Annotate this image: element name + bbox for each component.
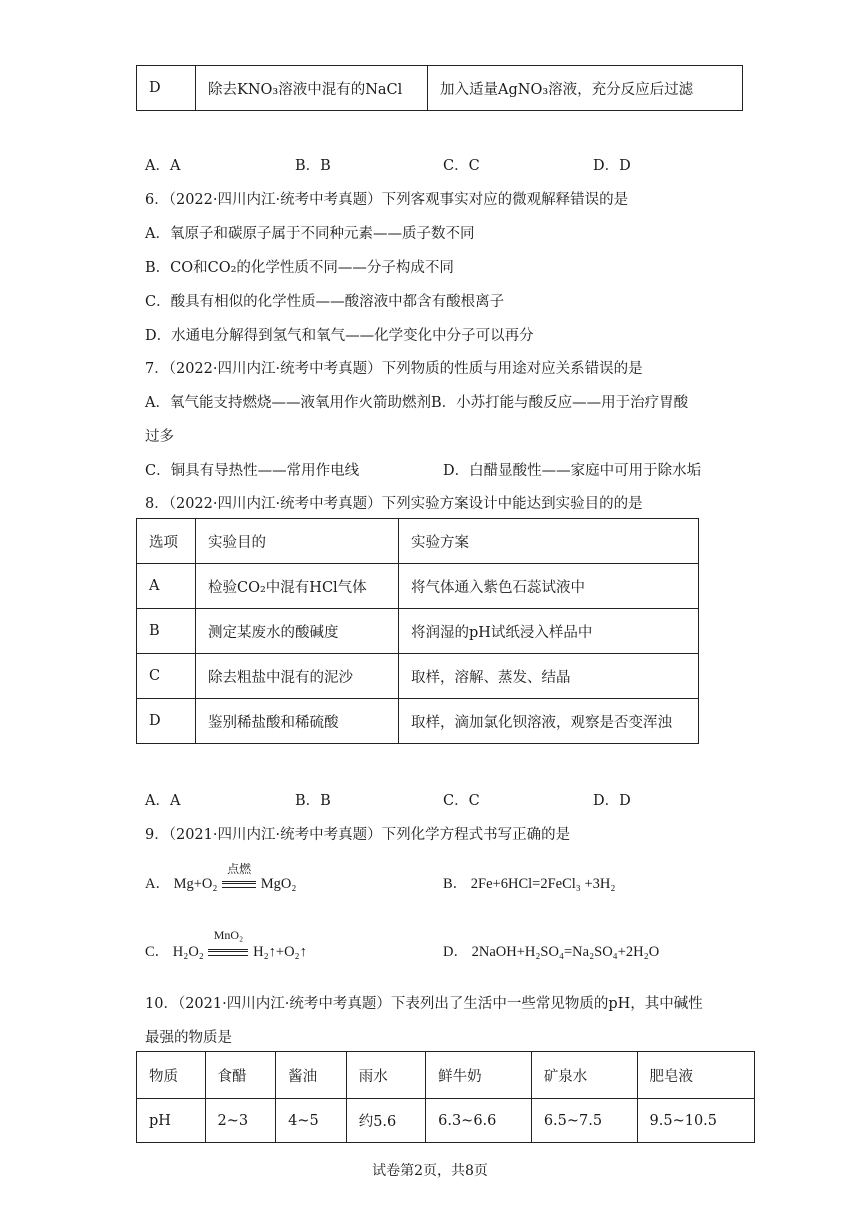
q8-cell-purpose: 鉴别稀盐酸和稀硫酸 [196,699,399,744]
q5-choice-d[interactable]: D．D [593,158,631,174]
q8-cell-plan: 取样，滴加氯化钡溶液，观察是否变浑浊 [399,699,699,744]
q8-cell-plan: 将气体通入紫色石蕊试液中 [399,564,699,609]
q8-table-header [137,519,699,564]
q8-header-purpose: 实验目的 [196,519,399,564]
q5-choice-b[interactable]: B．B [295,158,331,174]
q8-table [136,518,699,744]
q5-row-d-plan: 加入适量AgNO₃溶液，充分反应后过滤 [428,66,743,111]
q8-choice-b[interactable]: B．B [295,793,331,809]
table-row [137,1099,755,1143]
q9-option-c-reactants: H₂O₂ [172,944,204,960]
q8-cell-plan: 取样，溶解、蒸发、结晶 [399,654,699,699]
table-row [137,699,699,744]
q8-cell-option: C [137,654,196,699]
q6-option-c[interactable]: C．酸具有相似的化学性质——酸溶液中都含有酸根离子 [145,294,505,310]
table-row [137,564,699,609]
q9-option-a-condition [222,862,256,893]
q10-cell: pH [137,1099,206,1143]
q9-option-c-condition [208,928,248,961]
q9-option-b[interactable] [443,872,615,893]
q8-cell-purpose: 除去粗盐中混有的泥沙 [196,654,399,699]
page-footer: 试卷第2页，共8页 [372,1163,488,1179]
table-row [137,609,699,654]
q8-cell-purpose: 测定某废水的酸碱度 [196,609,399,654]
q10-cell: 食醋 [205,1052,276,1099]
q9-option-b-equation: 2Fe+6HCl=2FeCl₃ +3H₂ [470,876,616,892]
q8-cell-option: B [137,609,196,654]
q10-table [136,1051,755,1143]
q8-header-option: 选项 [137,519,196,564]
q9-option-a-label: A． [145,876,170,892]
q9-option-d-equation: 2NaOH+H₂SO₄=Na₂SO₄+2H₂O [471,944,660,960]
q10-stem-line2: 最强的物质是 [145,1030,232,1046]
q5-row-d-purpose: 除去KNO₃溶液中混有的NaCl [196,66,428,111]
q8-cell-purpose: 检验CO₂中混有HCl气体 [196,564,399,609]
q9-option-a-reactants: Mg+O₂ [173,876,218,892]
q10-cell: 物质 [137,1052,206,1099]
q6-option-b[interactable]: B．CO和CO₂的化学性质不同——分子构成不同 [145,260,454,276]
q8-cell-option: D [137,699,196,744]
q10-cell: 6.5~7.5 [531,1099,637,1143]
q8-header-plan: 实验方案 [399,519,699,564]
q9-option-a-products: MgO₂ [260,876,297,892]
q9-option-c[interactable] [145,928,307,961]
q8-cell-plan: 将润湿的pH试纸浸入样品中 [399,609,699,654]
q7-option-d[interactable]: D．白醋显酸性——家庭中可用于除水垢 [443,463,702,479]
q10-cell: 约5.6 [346,1099,425,1143]
table-row [137,654,699,699]
q9-option-c-label: C． [145,944,170,960]
q7-options-ab-continued: 过多 [145,429,174,445]
q8-stem: 8．（2022·四川内江·统考中考真题）下列实验方案设计中能达到实验目的的是 [145,496,643,512]
q7-option-c[interactable]: C．铜具有导热性——常用作电线 [145,463,360,479]
q8-choice-a[interactable]: A．A [145,793,181,809]
q9-option-b-label: B． [443,876,468,892]
q6-option-d[interactable]: D．水通电分解得到氢气和氧气——化学变化中分子可以再分 [145,328,534,344]
q6-stem: 6．（2022·四川内江·统考中考真题）下列客观事实对应的微观解释错误的是 [145,192,629,208]
q5-table-tail [136,65,743,111]
equals-sign-icon [208,949,248,956]
q10-cell: 酱油 [276,1052,347,1099]
q10-stem-line1: 10．（2021·四川内江·统考中考真题）下表列出了生活中一些常见物质的pH，其中碱性 [145,996,703,1012]
q10-cell: 鲜牛奶 [426,1052,532,1099]
q5-row-d-option: D [137,66,196,111]
q8-choice-d[interactable]: D．D [593,793,631,809]
q6-option-a[interactable]: A．氧原子和碳原子属于不同种元素——质子数不同 [145,226,475,242]
q9-option-a[interactable] [145,862,297,893]
q10-cell: 4~5 [276,1099,347,1143]
q9-option-a-condition-label: 点燃 [227,862,252,876]
equals-sign-icon [222,881,256,888]
q9-option-d-label: D． [443,944,468,960]
q9-option-c-condition-label: MnO₂ [213,928,244,942]
q5-choice-a[interactable]: A．A [145,158,181,174]
q7-options-ab[interactable]: A．氧气能支持燃烧——液氧用作火箭助燃剂B．小苏打能与酸反应——用于治疗胃酸 [145,395,689,411]
q10-cell: 矿泉水 [531,1052,637,1099]
table-row [137,1052,755,1099]
q10-cell: 9.5~10.5 [637,1099,754,1143]
q10-cell: 2~3 [205,1099,276,1143]
q9-stem: 9．（2021·四川内江·统考中考真题）下列化学方程式书写正确的是 [145,827,571,843]
q9-option-c-products: H₂↑+O₂↑ [253,944,307,960]
q10-cell: 肥皂液 [637,1052,754,1099]
q8-choice-c[interactable]: C．C [443,793,480,809]
q5-choice-c[interactable]: C．C [443,158,480,174]
q7-stem: 7．（2022·四川内江·统考中考真题）下列物质的性质与用途对应关系错误的是 [145,361,643,377]
q10-cell: 6.3~6.6 [426,1099,532,1143]
q9-option-d[interactable] [443,940,659,961]
q10-cell: 雨水 [346,1052,425,1099]
q8-cell-option: A [137,564,196,609]
